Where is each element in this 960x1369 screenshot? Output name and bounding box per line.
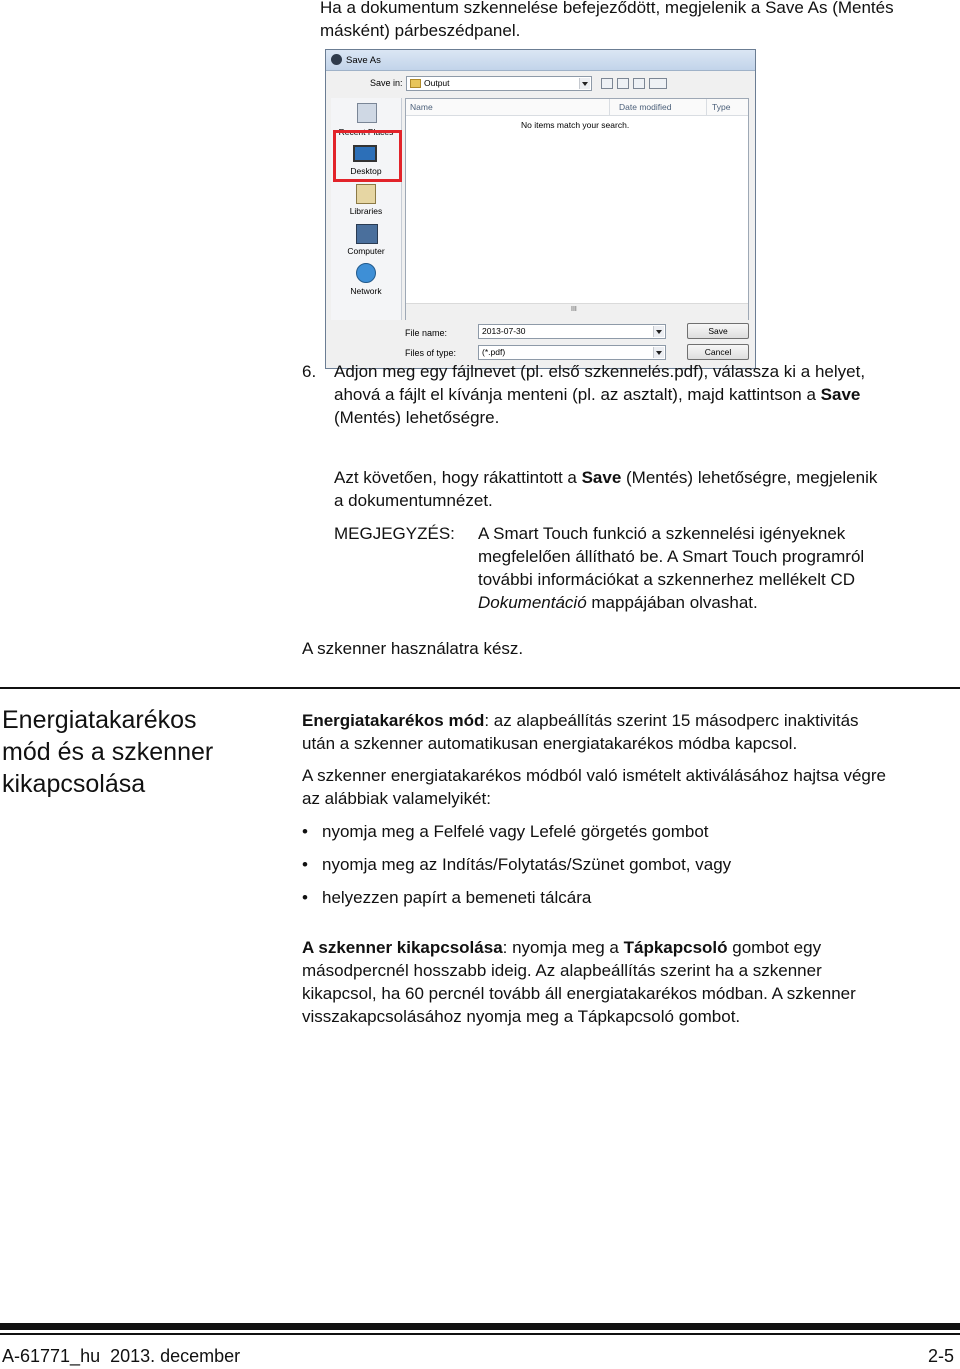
- save-as-dialog: [325, 49, 756, 369]
- dialog-title-bar: [326, 50, 755, 71]
- chevron-down-icon: [579, 78, 590, 89]
- place-libraries[interactable]: Libraries: [349, 206, 383, 216]
- place-computer[interactable]: Computer: [347, 246, 385, 256]
- footer-rule-thin: [0, 1333, 960, 1335]
- dialog-title: Save As: [346, 55, 381, 66]
- file-name-label: File name:: [405, 328, 448, 338]
- file-list[interactable]: [405, 98, 749, 320]
- scroll-grip[interactable]: III: [571, 306, 577, 313]
- computer-icon[interactable]: [356, 224, 378, 244]
- footer-page-number: 2-5: [927, 1346, 954, 1366]
- back-icon[interactable]: [601, 78, 613, 89]
- power-off-end: gombot egy: [727, 938, 822, 957]
- note-italic: Dokumentáció: [478, 593, 587, 612]
- after-save-line2: a dokumentumnézet.: [334, 491, 493, 510]
- power-off-line2: másodpercnél hosszabb ideig. Az alapbeállítás szerint ha a szkenner: [302, 961, 822, 980]
- place-network[interactable]: Network: [350, 286, 382, 296]
- save-button[interactable]: Save: [687, 323, 749, 339]
- after-save-bold: Save: [581, 468, 622, 487]
- after-save-post: (Mentés) lehetőségre, megjelenik: [621, 468, 878, 487]
- after-save-paragraph: [334, 466, 954, 512]
- step-6-line2: ahová a fájlt el kívánja menteni (pl. az asztalt), majd kattintson a: [334, 385, 816, 404]
- note-text: [478, 522, 954, 614]
- power-off-line4: visszakapcsolásához nyomja meg a Tápkapcsoló gombot.: [302, 1007, 741, 1026]
- list-item: • nyomja meg az Indítás/Folytatás/Szünet gombot, vagy: [302, 853, 957, 886]
- power-off-line3: kikapcsol, ha 60 percnél tovább áll energiatakarékos módban. A szkenner: [302, 984, 856, 1003]
- note-line3: további információkat a szkennerhez mellékelt CD: [478, 570, 856, 589]
- column-date-modified[interactable]: Date modified: [619, 102, 672, 112]
- chevron-down-icon: [653, 326, 664, 337]
- new-folder-icon[interactable]: [633, 78, 645, 89]
- file-type-select[interactable]: [478, 345, 666, 360]
- intro-paragraph: Ha a dokumentum szkennelése befejeződött, megjelenik a Save As (Mentés másként) párbeszédpanel.: [320, 0, 894, 40]
- footer-rule-thick: [0, 1323, 960, 1330]
- energy-mode-line2: után a szkenner automatikusan energiatakarékos módba kapcsol.: [302, 734, 798, 753]
- footer-doc-id: A-61771_hu 2013. december: [2, 1346, 241, 1366]
- power-off-paragraph: [302, 936, 957, 1028]
- energy-mode-bold: Energiatakarékos mód: [302, 711, 485, 730]
- energy-mode-paragraph: [302, 709, 957, 755]
- file-type-value: (*.pdf): [482, 347, 506, 357]
- note-label: MEGJEGYZÉS:: [334, 524, 455, 543]
- note-line4: mappájában olvashat.: [586, 593, 758, 612]
- column-type[interactable]: Type: [712, 102, 731, 112]
- step-6-text: [334, 360, 954, 429]
- energy-mode-line1: : az alapbeállítás szerint 15 másodperc inaktivitás: [484, 711, 859, 730]
- note-line2: megfelelően állítható be. A Smart Touch programról: [478, 547, 865, 566]
- reactivate-line2: az alábbiak valamelyikét:: [302, 789, 491, 808]
- place-desktop[interactable]: Desktop: [350, 166, 382, 176]
- save-in-dropdown[interactable]: [406, 76, 592, 91]
- power-switch-bold: Tápkapcsoló: [623, 938, 728, 957]
- file-name-input[interactable]: [478, 324, 666, 339]
- up-folder-icon[interactable]: [617, 78, 629, 89]
- libraries-icon[interactable]: [356, 184, 376, 204]
- power-off-bold: A szkenner kikapcsolása: [302, 938, 503, 957]
- heading-line3: kikapcsolása: [2, 770, 146, 798]
- empty-message: No items match your search.: [521, 120, 630, 130]
- chevron-down-icon: [653, 347, 664, 358]
- app-icon: [331, 54, 342, 65]
- cancel-button[interactable]: Cancel: [687, 344, 749, 360]
- step-6-line1: Adjon meg egy fájlnevet (pl. első szkennelés.pdf), válassza ki a helyet,: [334, 362, 866, 381]
- network-icon[interactable]: [356, 263, 376, 283]
- file-type-label: Files of type:: [405, 348, 457, 358]
- ready-text: A szkenner használatra kész.: [302, 639, 524, 658]
- heading-line2: mód és a szkenner: [2, 738, 214, 766]
- column-header-row: [406, 99, 748, 116]
- section-divider: [0, 687, 960, 689]
- file-name-value: 2013-07-30: [482, 326, 526, 336]
- desktop-highlight-frame: [333, 130, 402, 182]
- list-item: • helyezzen papírt a bemeneti tálcára: [302, 886, 957, 919]
- horizontal-scrollbar[interactable]: [406, 303, 748, 320]
- section-heading: [2, 704, 262, 800]
- recent-places-icon[interactable]: [357, 103, 377, 123]
- reactivate-paragraph: [302, 764, 957, 810]
- list-item: • nyomja meg a Felfelé vagy Lefelé görgetés gombot: [302, 820, 957, 853]
- step-number: 6.: [302, 362, 317, 381]
- save-in-label: Save in:: [370, 78, 403, 88]
- view-menu-icon[interactable]: [649, 78, 667, 89]
- place-recent[interactable]: Recent Places: [338, 127, 394, 137]
- folder-icon: [410, 79, 421, 88]
- save-in-value: Output: [424, 78, 450, 88]
- heading-line1: Energiatakarékos: [2, 706, 197, 734]
- power-off-mid: : nyomja meg a: [502, 938, 624, 957]
- note-line1: A Smart Touch funkció a szkennelési igényeknek: [478, 524, 846, 543]
- save-bold: Save: [820, 385, 861, 404]
- reactivate-line1: A szkenner energiatakarékos módból való ismételt aktiválásához hajtsa végre: [302, 766, 886, 785]
- after-save-pre: Azt követően, hogy rákattintott a: [334, 468, 582, 487]
- column-name[interactable]: Name: [410, 102, 433, 112]
- reactivate-options-list: [302, 820, 957, 919]
- step-6-line3: (Mentés) lehetőségre.: [334, 408, 500, 427]
